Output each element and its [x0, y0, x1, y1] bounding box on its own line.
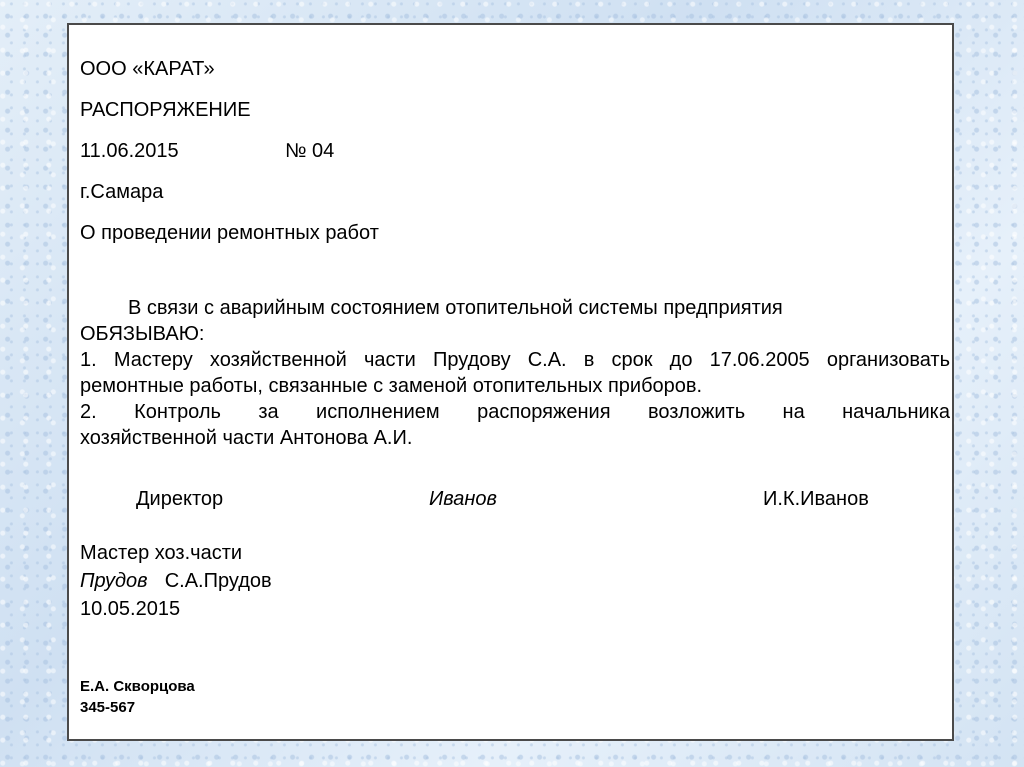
signatory-title: Директор: [136, 488, 224, 510]
signatory-signature: Иванов: [429, 488, 497, 510]
document-subject: О проведении ремонтных работ: [80, 222, 379, 244]
directive-text: ОБЯЗЫВАЮ:: [80, 323, 205, 345]
document-body: [80, 295, 950, 451]
acknowledgement-title: Мастер хоз.части: [80, 542, 243, 564]
document-date: 11.06.2015: [80, 140, 179, 162]
acknowledgement-date: 10.05.2015: [80, 598, 181, 620]
item-2-line-2: хозяйственной части Антонова А.И.: [80, 427, 413, 449]
executor-name: Е.А. Скворцова: [80, 678, 195, 695]
executor-phone: 345-567: [80, 699, 136, 716]
acknowledgement-signature: Прудов: [80, 570, 148, 592]
item-2-line-1: 2. Контроль за исполнением распоряжения возложить на начальника: [80, 401, 950, 423]
document-page: [67, 23, 954, 741]
document-city: г.Самара: [80, 181, 164, 203]
acknowledgement-name: С.А.Прудов: [164, 570, 272, 592]
organization-name: ООО «КАРАТ»: [80, 58, 215, 80]
item-1-line-2: ремонтные работы, связанные с заменой отопительных приборов.: [80, 375, 703, 397]
document-number: № 04: [285, 140, 335, 162]
preamble-text: В связи с аварийным состоянием отопительной системы предприятия: [128, 297, 783, 319]
acknowledgement-line: [80, 569, 272, 593]
document-type: РАСПОРЯЖЕНИЕ: [80, 99, 251, 121]
item-1-line-1: 1. Мастеру хозяйственной части Прудову С.А. в срок до 17.06.2005 организовать: [80, 349, 950, 371]
signatory-name: И.К.Иванов: [763, 488, 869, 510]
